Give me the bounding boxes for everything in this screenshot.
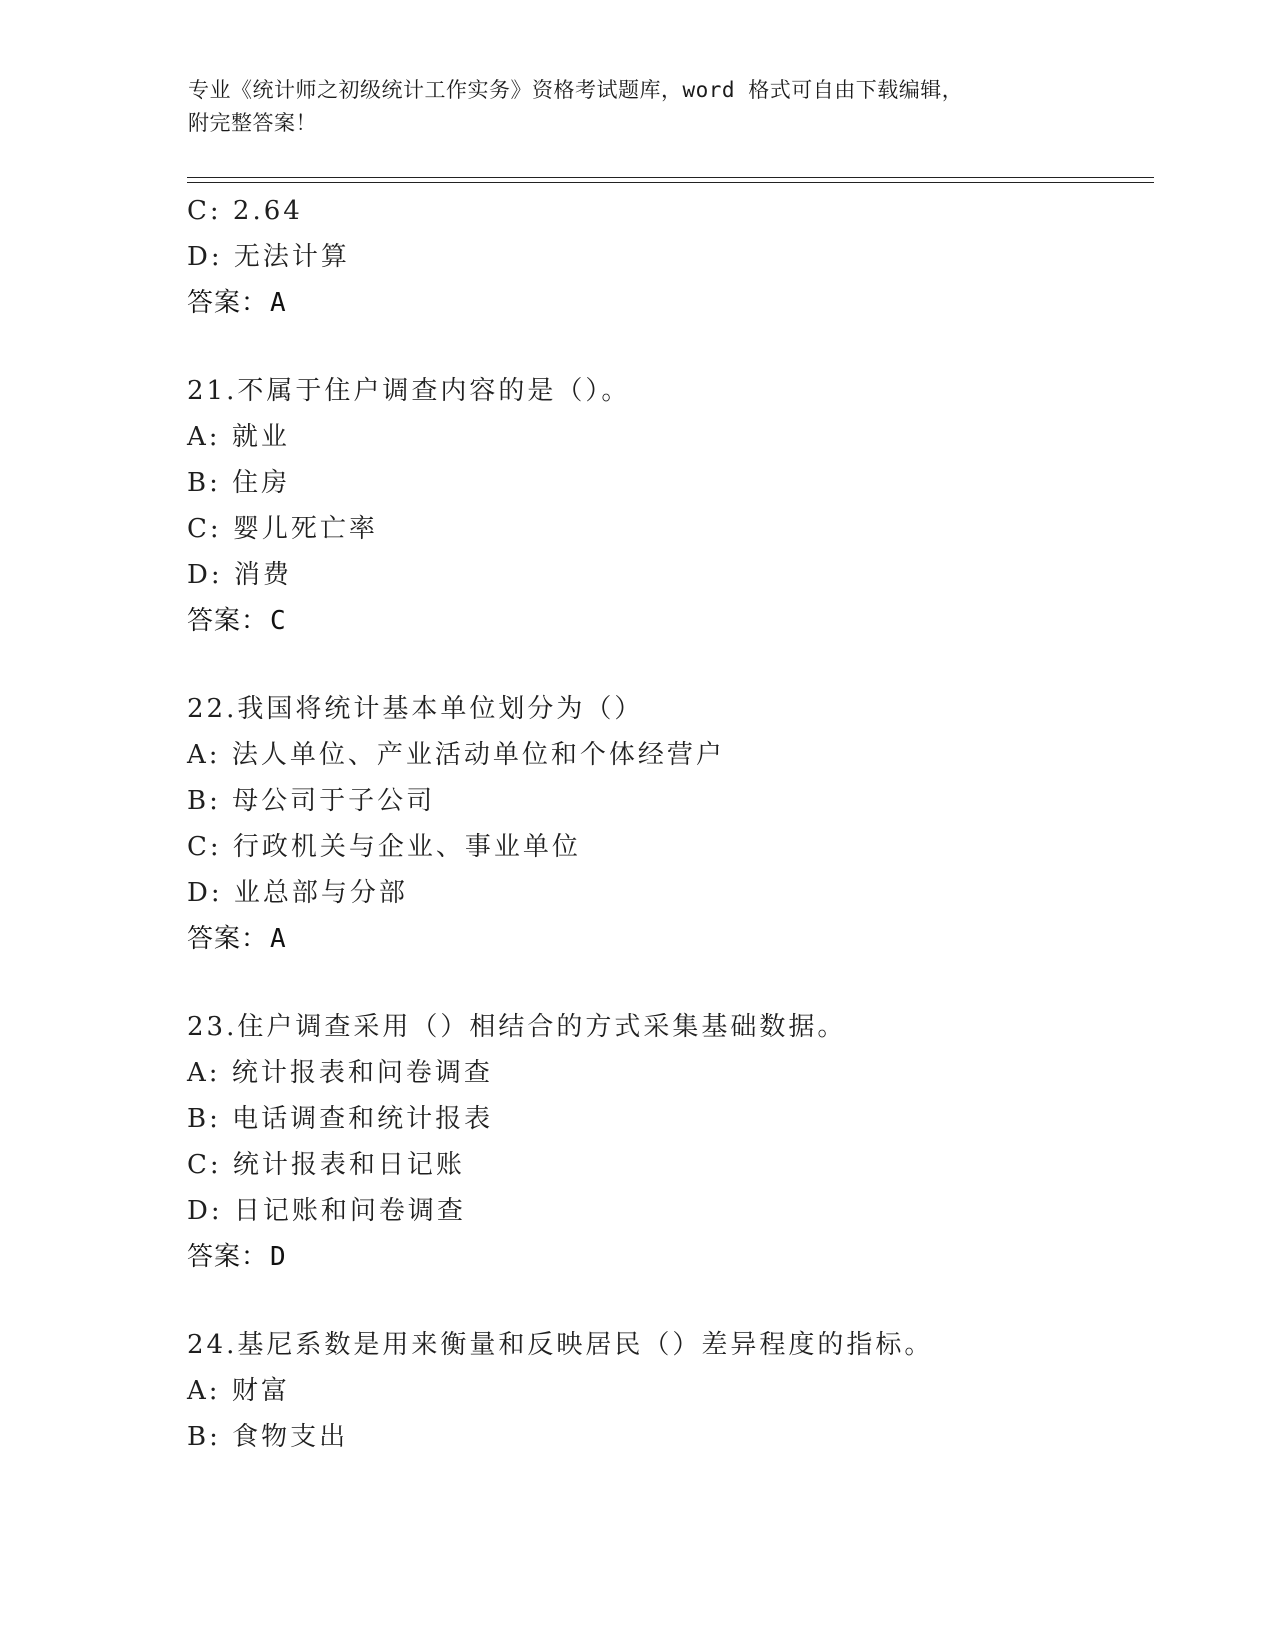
question-stem: 24.基尼系数是用来衡量和反映居民（）差异程度的指标。 — [187, 1330, 934, 1360]
option-text: 统计报表和问卷调查 — [231, 1058, 493, 1088]
option-b — [187, 1096, 1147, 1142]
option-key: C: — [187, 1150, 222, 1180]
option-text: 日记账和问卷调查 — [233, 1196, 466, 1226]
option-key: C: — [187, 196, 222, 226]
option-key: D: — [187, 878, 223, 908]
question-23 — [187, 1004, 1147, 1280]
answer-value: C — [270, 606, 287, 636]
answer-line — [187, 280, 1147, 326]
option-d — [187, 870, 1147, 916]
option-b — [187, 1414, 1147, 1460]
header-divider-bottom — [187, 182, 1154, 183]
option-text: 婴儿死亡率 — [232, 514, 378, 544]
header-line-2: 附完整答案！ — [188, 111, 317, 135]
option-key: B: — [187, 1422, 221, 1452]
option-text: 食物支出 — [232, 1422, 349, 1452]
spacer — [187, 962, 1147, 1004]
header-divider-top — [187, 177, 1154, 178]
option-text: 财富 — [231, 1376, 290, 1406]
spacer — [187, 326, 1147, 368]
option-key: A: — [187, 1376, 221, 1406]
answer-label: 答案： — [187, 1242, 269, 1272]
answer-value: A — [270, 924, 287, 954]
option-a — [187, 1050, 1147, 1096]
option-d — [187, 1188, 1147, 1234]
spacer — [187, 1280, 1147, 1322]
option-key: A: — [187, 1058, 221, 1088]
answer-value: A — [270, 288, 287, 318]
option-a — [187, 732, 1147, 778]
option-key: A: — [187, 422, 221, 452]
question-24 — [187, 1322, 1147, 1460]
option-text: 行政机关与企业、事业单位 — [232, 832, 581, 862]
answer-line — [187, 1234, 1147, 1280]
option-c — [187, 506, 1147, 552]
option-text: 无法计算 — [233, 242, 350, 272]
option-key: B: — [187, 786, 221, 816]
option-c — [187, 824, 1147, 870]
answer-line — [187, 598, 1147, 644]
question-list — [187, 188, 1147, 1460]
question-21 — [187, 368, 1147, 644]
option-b — [187, 778, 1147, 824]
option-text: 就业 — [231, 422, 290, 452]
spacer — [187, 644, 1147, 686]
option-key: D: — [187, 242, 223, 272]
option-key: C: — [187, 832, 222, 862]
answer-line — [187, 916, 1147, 962]
option-text: 电话调查和统计报表 — [232, 1104, 494, 1134]
question-20-continuation — [187, 188, 1147, 326]
option-b — [187, 460, 1147, 506]
question-stem: 23.住户调查采用（）相结合的方式采集基础数据。 — [187, 1012, 847, 1042]
document-header — [188, 74, 1068, 140]
option-c — [187, 188, 1147, 234]
option-text: 2.64 — [232, 196, 303, 226]
question-stem: 21.不属于住户调查内容的是（）。 — [187, 376, 631, 406]
option-text: 法人单位、产业活动单位和个体经营户 — [231, 740, 725, 770]
option-a — [187, 1368, 1147, 1414]
option-text: 消费 — [233, 560, 292, 590]
option-d — [187, 234, 1147, 280]
question-stem: 22.我国将统计基本单位划分为（） — [187, 694, 644, 724]
question-22 — [187, 686, 1147, 962]
option-key: A: — [187, 740, 221, 770]
option-c — [187, 1142, 1147, 1188]
option-text: 统计报表和日记账 — [232, 1150, 465, 1180]
answer-value: D — [270, 1242, 287, 1272]
option-key: D: — [187, 560, 223, 590]
answer-label: 答案： — [187, 288, 269, 318]
answer-label: 答案： — [187, 606, 269, 636]
option-key: B: — [187, 1104, 221, 1134]
option-key: D: — [187, 1196, 223, 1226]
option-text: 住房 — [232, 468, 291, 498]
option-text: 业总部与分部 — [233, 878, 408, 908]
option-key: B: — [187, 468, 221, 498]
option-d — [187, 552, 1147, 598]
option-text: 母公司于子公司 — [232, 786, 436, 816]
option-key: C: — [187, 514, 222, 544]
answer-label: 答案： — [187, 924, 269, 954]
header-line-1: 专业《统计师之初级统计工作实务》资格考试题库，word 格式可自由下载编辑， — [188, 78, 964, 102]
option-a — [187, 414, 1147, 460]
